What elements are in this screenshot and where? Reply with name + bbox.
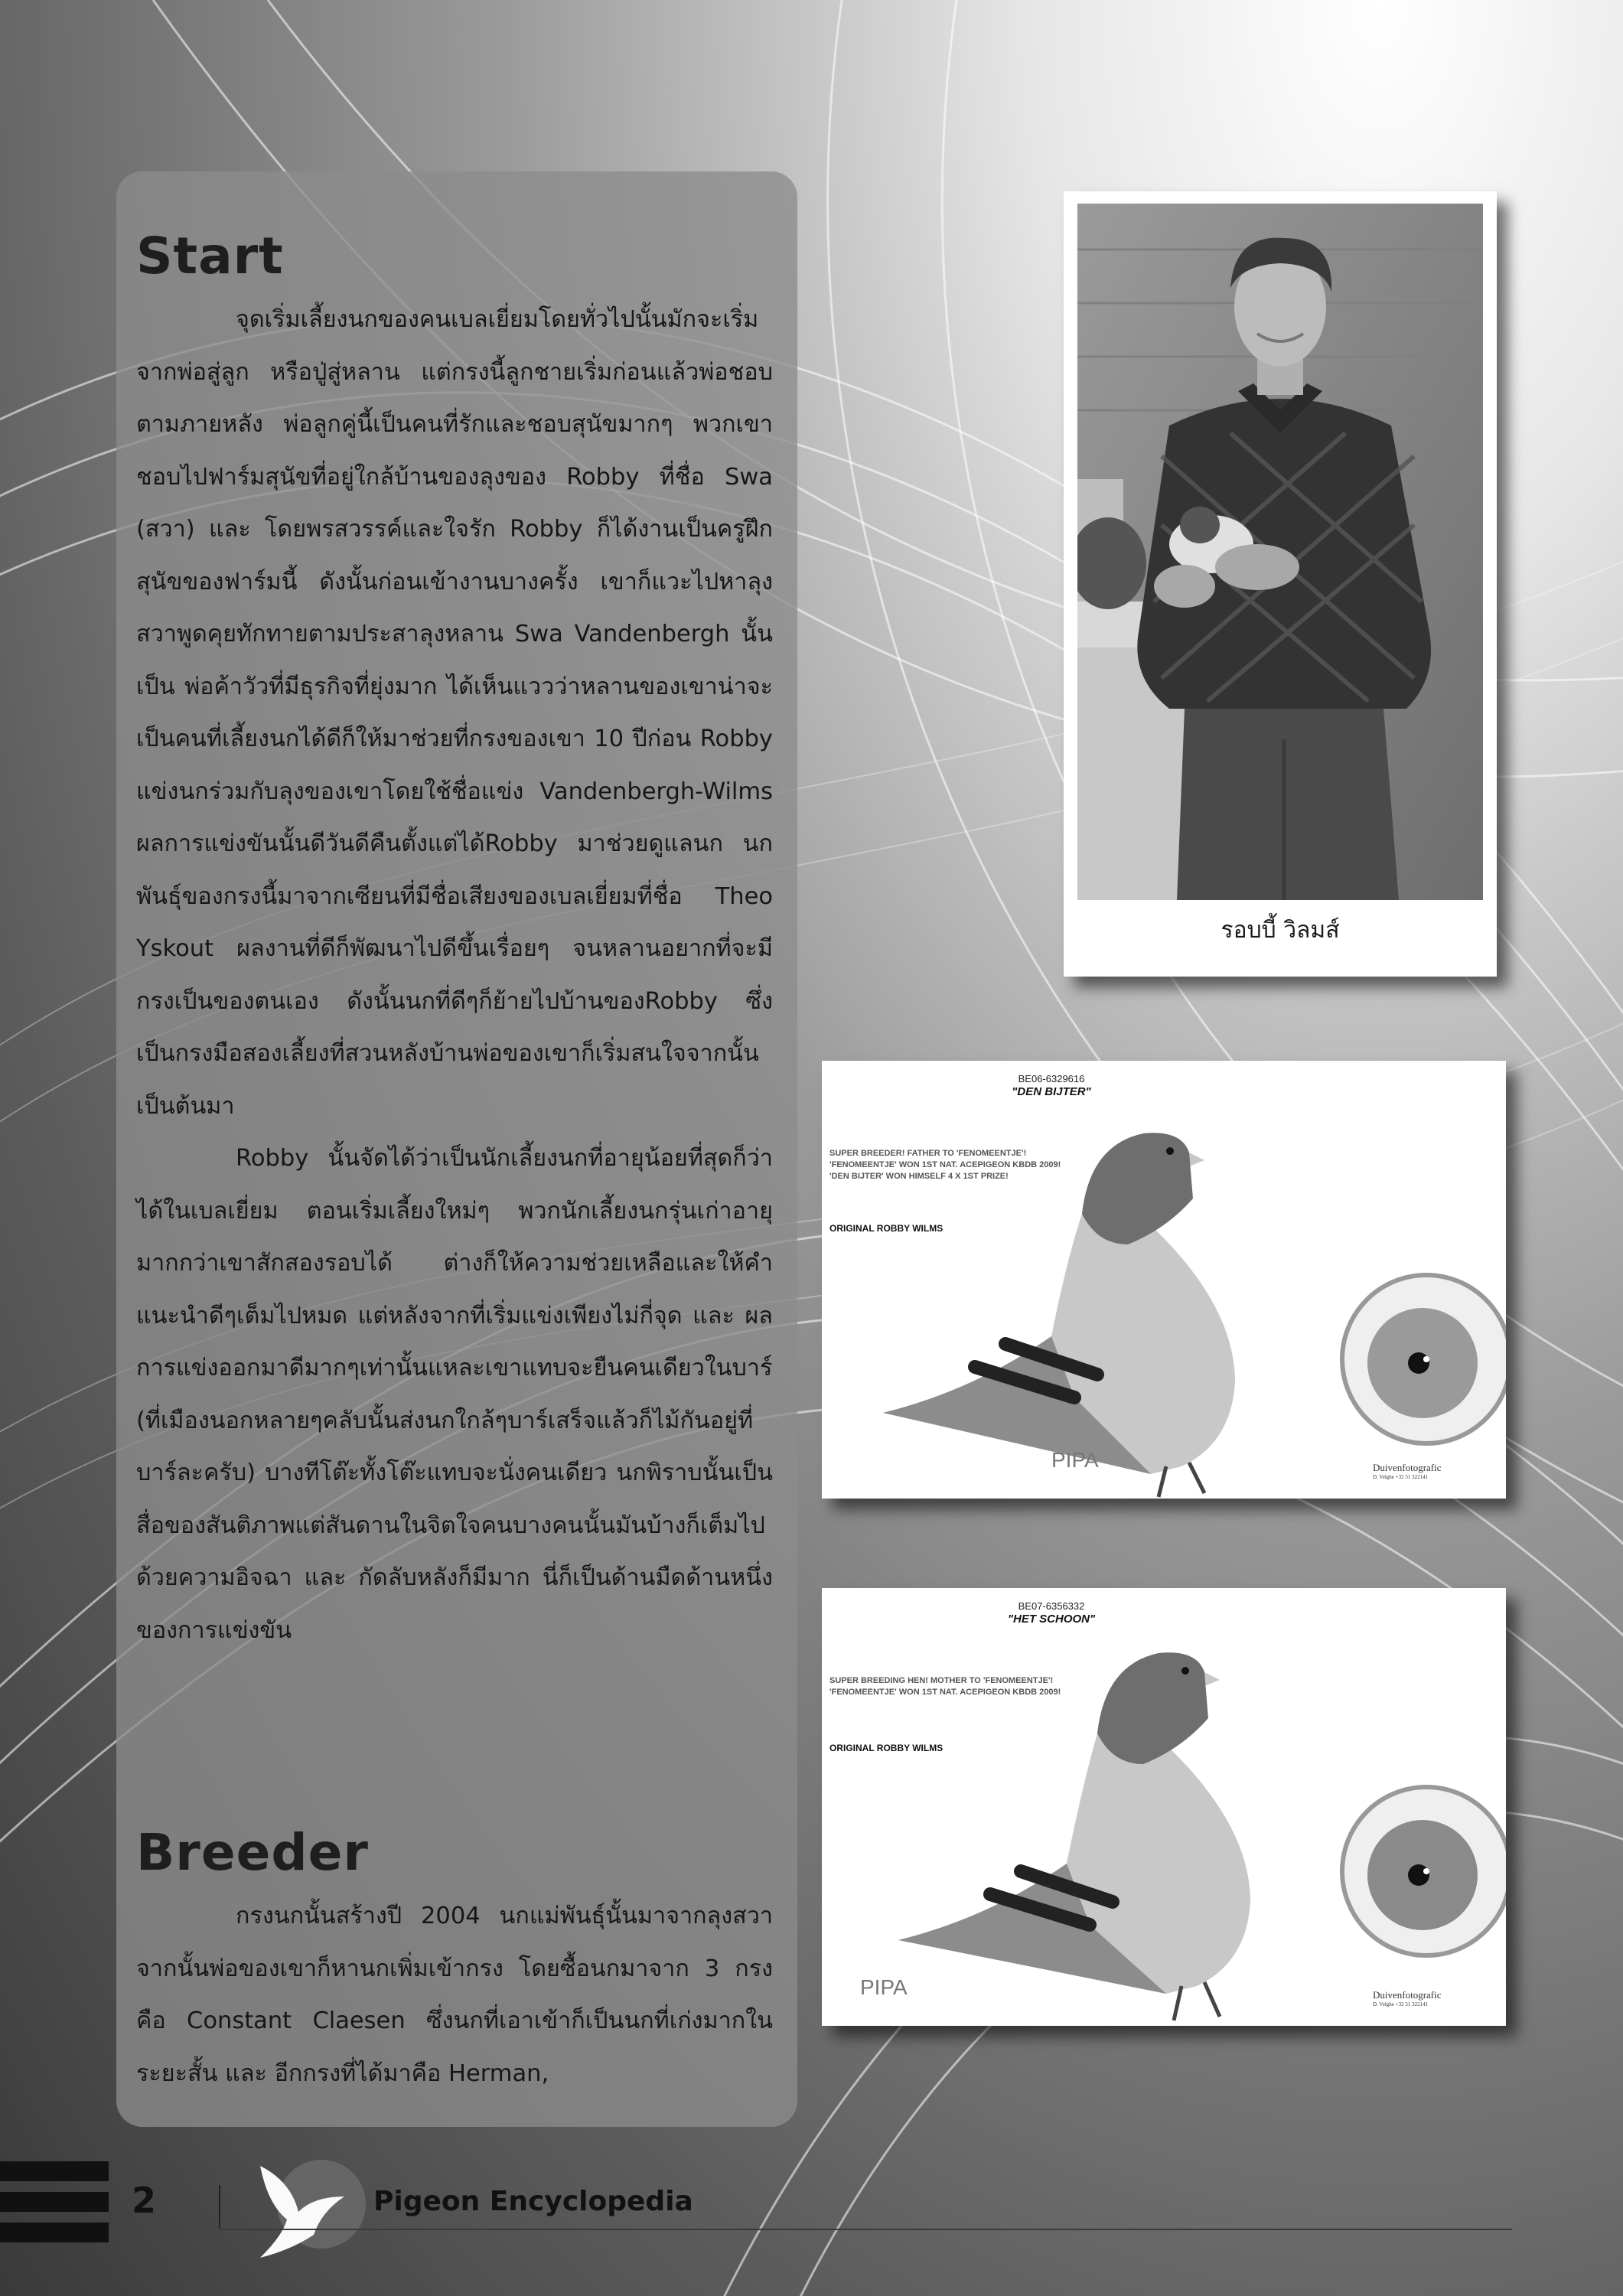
footer-rule xyxy=(219,2229,1512,2230)
pigeon-origin: ORIGINAL ROBBY WILMS xyxy=(829,1223,943,1234)
paragraph: Robby นั้นจัดได้ว่าเป็นนักเลี้ยงนกที่อายุน้อยที่สุดก็ว่าได้ในเบลเยี่ยม ตอนเริ่มเลี้ยงใหม่ๆ พวกนักเลี้ยงนกรุ่นเก่าอายุมากกว่าเขาสักสองรอบได้ ต่างก็ให้ความช่วยเหลือและให้คำแนะนำดีๆเต็มไปหมด แต่หลังจากที่เริ่มแข่งเพียงไม่กี่จุด และ ผลการแข่งออกมาดีมากๆเท่านั้นแหละเขาแทบจะยืนคนเดียวในบาร์ (ที่เมืองนอกหลายๆคลับนั้นส่งนกใกล้ๆบาร์เสร็จแล้วก็ไม้กันอยู่ที่บาร์ละครับ) บางทีโต๊ะทั้งโต๊ะแทบจะนั่งคนเดียว นกพิราบนั้นเป็นสื่อของสันติภาพแต่สันดานในจิตใจคนบางคนนั้นมันบ้างก็เต็มไปด้วยความอิจฉา และ กัดลับหลังก็มีมาก นี่ก็เป็นด้านมืดด้านหนึ่งของการแข่งขัน xyxy=(136,1145,773,1644)
section-body-start xyxy=(136,294,773,1657)
pigeon-description: SUPER BREEDER! FATHER TO 'FENOMEENTJE'! 'FENOMEENTJE' WON 1ST NAT. ACEPIGEON KBDB 2009! 'DEN BIJTER' WON HIMSELF 4 X 1ST PRIZE! xyxy=(829,1149,1061,1181)
paragraph: จุดเริ่มเลี้ยงนกของคนเบลเยี่ยมโดยทั่วไปนั้นมักจะเริ่มจากพ่อสู่ลูก หรือปู่สู่หลาน แต่กรงนี้ลูกชายเริ่มก่อนแล้วพ่อชอบตามภายหลัง พ่อลูกคู่นี้เป็นคนที่รักและชอบสุนัขมากๆ พวกเขาชอบไปฟาร์มสุนัขที่อยู่ใกล้บ้านของลุงของ Robby ที่ชื่อ Swa (สวา) และ โดยพรสวรรค์และใจรัก Robby ก็ได้งานเป็นครูฝึกสุนัขของฟาร์มนี้ ดังนั้นก่อนเข้างานบางครั้ง เขาก็แวะไปหาลุงสวาพูดคุยทักทายตามประสาลุงหลาน Swa Vandenbergh นั้นเป็น พ่อค้าวัวที่มีธุรกิจที่ยุ่งมาก ได้เห็นแววว่าหลานของเขาน่าจะเป็นคนที่เลี้ยงนกได้ดีก็ให้มาช่วยที่กรงของเขา 10 ปีก่อน Robby แข่งนกร่วมกับลุงของเขาโดยใช้ชื่อแข่ง Vandenbergh-Wilms ผลการแข่งขันนั้นดีวันดีคืนตั้งแต่ได้Robby มาช่วยดูแลนก นกพันธุ์ของกรงนี้มาจากเซียนที่มีชื่อเสียงของเบลเยี่ยมที่ชื่อ Theo Yskout ผลงานที่ดีก็พัฒนาไปดีขึ้นเรื่อยๆ จนหลานอยากที่จะมีกรงเป็นของตนเอง ดังนั้นนกที่ดีๆก็ย้ายไปบ้านของRobby ซึ่งเป็นกรงมือสองเลี้ยงที่สวนหลังบ้านพ่อของเขาก็เริ่มสนใจจากนั้นเป็นต้นมา xyxy=(136,306,773,1120)
photographer-credit: Duivenfotografic D. Velghe +32 51 322141 xyxy=(1373,1462,1442,1480)
paragraph: กรงนกนั้นสร้างปี 2004 นกแม่พันธุ์นั้นมาจากลุงสวา จากนั้นพ่อของเขาก็หานกเพิ่มเข้ากรง โดยซื้อนกมาจาก 3 กรงคือ Constant Claesen ซึ่งนกที่เอาเข้าก็เป็นนกที่เก่งมากในระยะสั้น และ อีกกรงที่ได้มาคือ Herman, xyxy=(136,1903,773,2087)
section-heading-breeder: Breeder xyxy=(136,1823,369,1882)
pigeon-card-den-bijter xyxy=(822,1061,1506,1499)
pigeon-card-het-schoon xyxy=(822,1588,1506,2026)
pipa-logo: PIPA xyxy=(1051,1448,1099,1472)
pipa-logo: PIPA xyxy=(860,1975,908,1999)
portrait-caption: รอบบี้ วิลมส์ xyxy=(1221,917,1340,944)
pigeon-description: SUPER BREEDING HEN! MOTHER TO 'FENOMEENTJE'! 'FENOMEENTJE' WON 1ST NAT. ACEPIGEON KBDB 2009! xyxy=(829,1676,1061,1697)
footer-title: Pigeon Encyclopedia xyxy=(373,2186,693,2217)
pigeon-name: "DEN BIJTER" xyxy=(1012,1085,1091,1098)
pigeon-name: "HET SCHOON" xyxy=(1007,1613,1096,1626)
pigeon-origin: ORIGINAL ROBBY WILMS xyxy=(829,1743,943,1753)
pigeon-illustration xyxy=(822,1061,1506,1499)
dove-globe-logo-icon xyxy=(245,2151,367,2265)
ring-number: BE06-6329616 xyxy=(1018,1073,1085,1084)
footer-divider xyxy=(219,2185,220,2228)
pigeon-illustration xyxy=(822,1588,1506,2026)
portrait-photo xyxy=(1077,204,1483,900)
portrait-card xyxy=(1064,191,1497,977)
section-body-breeder xyxy=(136,1890,773,2100)
ring-number: BE07-6356332 xyxy=(1018,1600,1085,1612)
page-number: 2 xyxy=(132,2180,157,2221)
photographer-credit: Duivenfotografic D. Velghe +32 51 322141 xyxy=(1373,1989,1442,2007)
footer-bars xyxy=(0,2161,109,2247)
section-heading-start: Start xyxy=(136,227,284,285)
